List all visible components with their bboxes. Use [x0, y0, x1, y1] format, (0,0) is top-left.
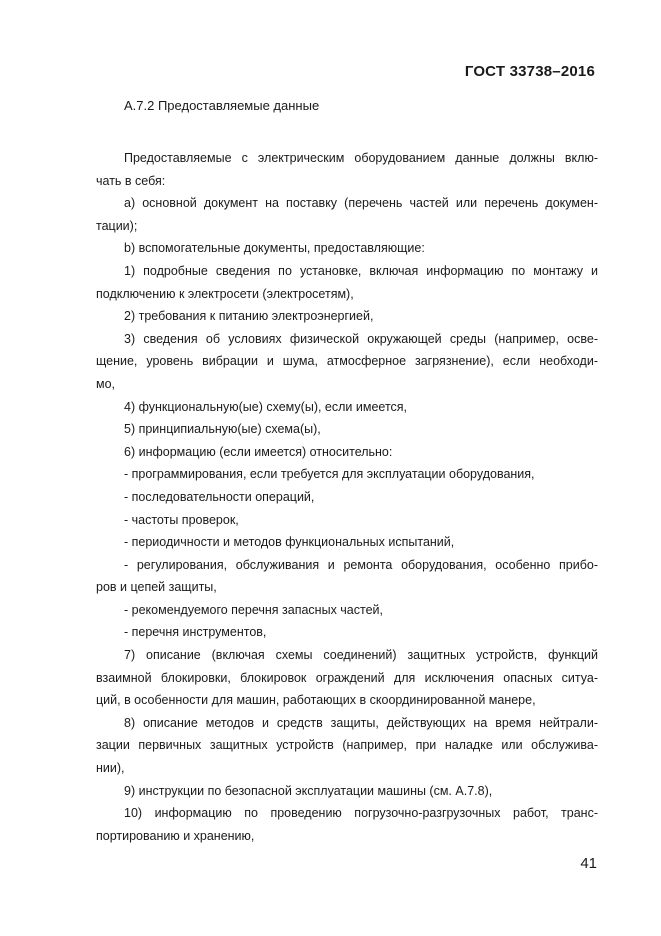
text-line: b) вспомогательные документы, предоставляющие: [124, 241, 425, 256]
text-line: 10) информацию по проведению погрузочно-разгрузочных работ, транс- [124, 806, 598, 821]
text-line: - периодичности и методов функциональных испытаний, [124, 535, 455, 550]
text-line: - программирования, если требуется для эксплуатации оборудования, [124, 467, 535, 482]
text-line: - последовательности операций, [124, 489, 315, 504]
body-text [96, 147, 598, 847]
text-line: 9) инструкции по безопасной эксплуатации машины (см. А.7.8), [124, 783, 493, 798]
text-line: 6) информацию (если имеется) относительно: [124, 444, 393, 459]
document-standard-header: ГОСТ 33738–2016 [464, 63, 595, 80]
text-line: ров и цепей защиты, [96, 580, 217, 595]
text-line: ций, в особенности для машин, работающих в скоординированной манере, [96, 693, 536, 708]
text-line: - частоты проверок, [124, 512, 239, 527]
text-line: тации); [96, 218, 138, 233]
text-line: чать в себя: [96, 173, 166, 188]
text-line: 4) функциональную(ые) схему(ы), если имеется, [124, 399, 408, 414]
section-title: А.7.2 Предоставляемые данные [124, 98, 320, 113]
text-line: 2) требования к питанию электроэнергией, [124, 309, 374, 324]
text-line: подключению к электросети (электросетям), [96, 286, 354, 301]
text-line: зации первичных защитных устройств (например, при наладке или обслужива- [96, 738, 598, 753]
text-line: a) основной документ на поставку (перечень частей или перечень докумен- [124, 196, 598, 211]
text-line: 8) описание методов и средств защиты, действующих на время нейтрали- [124, 715, 598, 730]
text-line: - рекомендуемого перечня запасных частей, [124, 602, 383, 617]
text-line: портированию и хранению, [96, 828, 255, 843]
text-line: 1) подробные сведения по установке, включая информацию по монтажу и [124, 263, 598, 278]
text-line: - регулирования, обслуживания и ремонта оборудования, особенно прибо- [124, 557, 598, 572]
text-line: 5) принципиальную(ые) схема(ы), [124, 422, 321, 437]
text-line: 3) сведения об условиях физической окружающей среды (например, осве- [124, 331, 598, 346]
text-line: - перечня инструментов, [124, 625, 267, 640]
text-line: нии), [96, 761, 125, 776]
text-line: щение, уровень вибрации и шума, атмосферное загрязнение), если необходи- [96, 354, 598, 369]
text-line: 7) описание (включая схемы соединений) защитных устройств, функций [124, 648, 598, 663]
text-line: мо, [96, 376, 116, 391]
text-line: Предоставляемые с электрическим оборудованием данные должны вклю- [124, 151, 598, 165]
page-number: 41 [580, 855, 597, 872]
text-line: взаимной блокировки, блокировок ограждений для исключения опасных ситуа- [96, 670, 598, 685]
